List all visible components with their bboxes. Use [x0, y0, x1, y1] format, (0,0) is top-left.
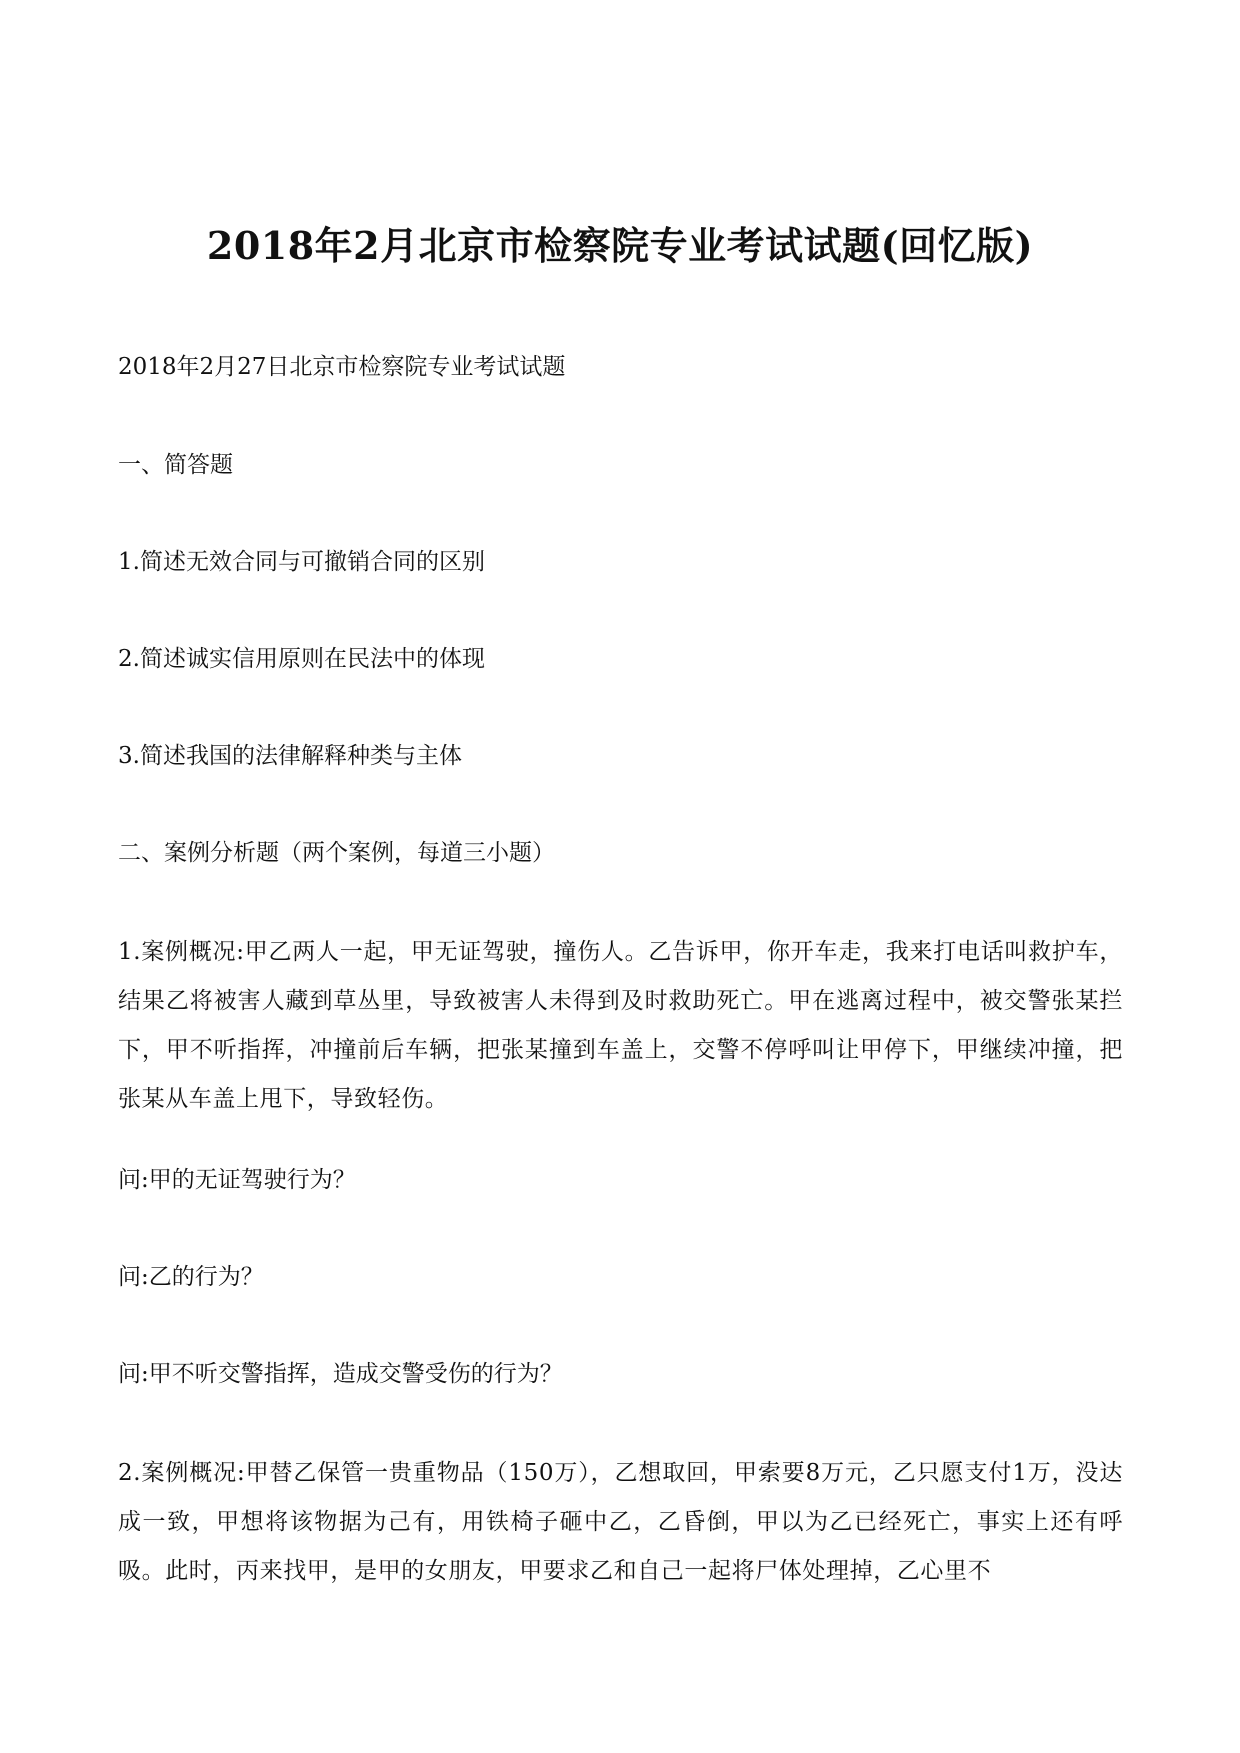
section-heading-case-analysis: 二、案例分析题（两个案例，每道三小题） [118, 840, 555, 866]
case-1-question-3: 问:甲不听交警指挥，造成交警受伤的行为？ [118, 1361, 563, 1387]
section-heading-short-answer: 一、简答题 [118, 452, 233, 478]
case-1-question-2: 问:乙的行为？ [118, 1264, 264, 1290]
case-2-description: 2.案例概况:甲替乙保管一贵重物品（150万），乙想取回，甲索要8万元，乙只愿支付1万，没达成一致，甲想将该物据为己有，用铁椅子砸中乙，乙昏倒，甲以为乙已经死亡，事实上还有呼吸。此时，丙来找甲，是甲的女朋友，甲要求乙和自己一起将尸体处理掉，乙心里不 [118, 1460, 1123, 1584]
short-answer-question-2: 2.简述诚实信用原则在民法中的体现 [118, 646, 485, 672]
document-title: 2018年2月北京市检察院专业考试试题(回忆版) [206, 223, 1034, 268]
exam-subtitle: 2018年2月27日北京市检察院专业考试试题 [118, 354, 566, 380]
case-1-question-1: 问:甲的无证驾驶行为？ [118, 1167, 356, 1193]
short-answer-question-3: 3.简述我国的法律解释种类与主体 [118, 743, 462, 769]
case-1-description: 1.案例概况:甲乙两人一起，甲无证驾驶，撞伤人。乙告诉甲，你开车走，我来打电话叫救护车，结果乙将被害人藏到草丛里，导致被害人未得到及时救助死亡。甲在逃离过程中，被交警张某拦下，甲不听指挥，冲撞前后车辆，把张某撞到车盖上，交警不停呼叫让甲停下，甲继续冲撞，把张某从车盖上甩下，导致轻伤。 [118, 939, 1123, 1112]
short-answer-question-1: 1.简述无效合同与可撤销合同的区别 [118, 549, 485, 575]
